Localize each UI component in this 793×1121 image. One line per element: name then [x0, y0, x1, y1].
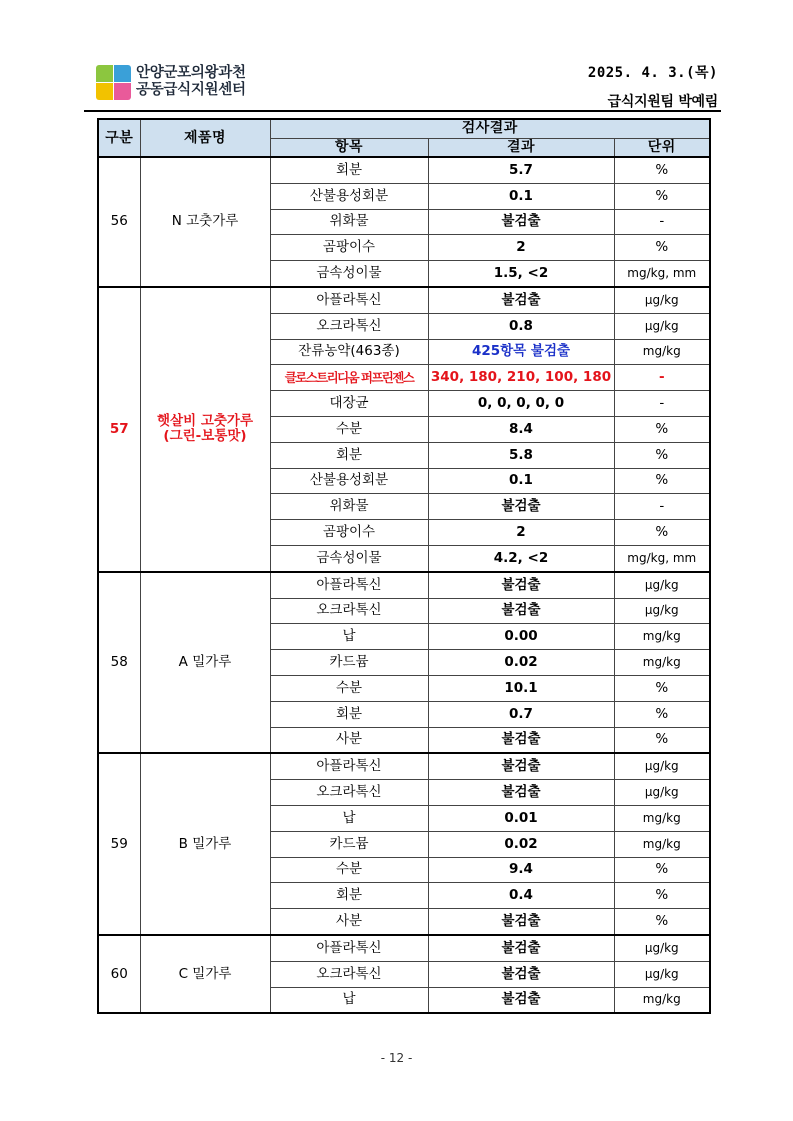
item-cell: 위화물 — [270, 494, 428, 520]
unit-cell: μg/kg — [614, 935, 710, 961]
result-cell: 5.8 — [428, 442, 614, 468]
item-cell: 사분 — [270, 909, 428, 935]
unit-cell: % — [614, 235, 710, 261]
item-cell: 회분 — [270, 883, 428, 909]
unit-cell: μg/kg — [614, 313, 710, 339]
unit-cell: μg/kg — [614, 287, 710, 313]
result-cell: 불검출 — [428, 909, 614, 935]
product-name: B 밀가루 — [140, 753, 270, 935]
item-cell: 오크라톡신 — [270, 780, 428, 806]
product-subname: (그린-보통맛) — [163, 428, 247, 445]
item-cell: 클로스트리디움 퍼프린젠스 — [270, 365, 428, 391]
unit-cell: mg/kg — [614, 339, 710, 365]
page-number: - 12 - — [380, 1051, 413, 1065]
unit-cell: % — [614, 468, 710, 494]
unit-cell: mg/kg, mm — [614, 261, 710, 287]
group-number: 59 — [98, 753, 140, 935]
result-cell: 0.01 — [428, 805, 614, 831]
result-cell: 0.00 — [428, 624, 614, 650]
result-cell: 불검출 — [428, 727, 614, 753]
result-cell: 2 — [428, 520, 614, 546]
result-cell: 0.02 — [428, 831, 614, 857]
result-cell: 0, 0, 0, 0, 0 — [428, 391, 614, 417]
table-row — [98, 935, 710, 961]
result-cell: 불검출 — [428, 753, 614, 779]
unit-cell: - — [614, 365, 710, 391]
header-unit: 단위 — [614, 138, 710, 157]
result-cell: 0.8 — [428, 313, 614, 339]
unit-cell: % — [614, 416, 710, 442]
item-cell: 아플라톡신 — [270, 572, 428, 598]
unit-cell: μg/kg — [614, 961, 710, 987]
result-cell: 0.1 — [428, 468, 614, 494]
header-divider — [84, 110, 721, 112]
product-name-line: 햇살비 고춧가루 — [157, 413, 253, 430]
item-cell: 대장균 — [270, 391, 428, 417]
product-name: N 고춧가루 — [140, 157, 270, 287]
result-cell: 불검출 — [428, 572, 614, 598]
result-cell: 불검출 — [428, 961, 614, 987]
item-cell: 아플라톡신 — [270, 753, 428, 779]
product-name — [140, 287, 270, 572]
item-cell: 수분 — [270, 416, 428, 442]
group-number: 56 — [98, 157, 140, 287]
document-author: 급식지원팀 박예림 — [607, 94, 718, 110]
result-cell: 불검출 — [428, 209, 614, 235]
logo-line-1: 안양군포의왕과천 — [136, 65, 246, 81]
header-results-group: 검사결과 — [270, 119, 710, 138]
document-date: 2025. 4. 3.(목) — [587, 65, 718, 81]
item-cell: 오크라톡신 — [270, 313, 428, 339]
result-cell: 0.4 — [428, 883, 614, 909]
item-cell: 카드뮴 — [270, 650, 428, 676]
table-row — [98, 572, 710, 598]
item-cell: 산불용성회분 — [270, 183, 428, 209]
unit-cell: % — [614, 857, 710, 883]
result-cell: 2 — [428, 235, 614, 261]
logo-mark-icon — [96, 65, 132, 101]
result-cell: 불검출 — [428, 494, 614, 520]
result-cell: 0.02 — [428, 650, 614, 676]
unit-cell: mg/kg — [614, 987, 710, 1013]
logo-line-2: 공동급식지원센터 — [136, 82, 246, 98]
result-cell: 5.7 — [428, 157, 614, 183]
unit-cell: mg/kg — [614, 624, 710, 650]
unit-cell: μg/kg — [614, 753, 710, 779]
item-cell: 회분 — [270, 442, 428, 468]
result-cell: 불검출 — [428, 598, 614, 624]
item-cell: 잔류농약(463종) — [270, 339, 428, 365]
result-cell: 불검출 — [428, 935, 614, 961]
unit-cell: % — [614, 183, 710, 209]
table-row — [98, 287, 710, 313]
unit-cell: - — [614, 494, 710, 520]
item-cell: 금속성이물 — [270, 545, 428, 571]
header-result: 결과 — [428, 138, 614, 157]
unit-cell: % — [614, 909, 710, 935]
item-cell: 회분 — [270, 157, 428, 183]
item-cell: 곰팡이수 — [270, 235, 428, 261]
result-cell: 4.2, <2 — [428, 545, 614, 571]
group-number: 57 — [98, 287, 140, 572]
unit-cell: % — [614, 520, 710, 546]
unit-cell: mg/kg — [614, 805, 710, 831]
item-cell: 납 — [270, 987, 428, 1013]
item-cell: 위화물 — [270, 209, 428, 235]
unit-cell: μg/kg — [614, 780, 710, 806]
result-cell: 425항목 불검출 — [428, 339, 614, 365]
item-cell: 납 — [270, 624, 428, 650]
table-row — [98, 753, 710, 779]
unit-cell: % — [614, 883, 710, 909]
group-number: 58 — [98, 572, 140, 754]
item-cell: 수분 — [270, 675, 428, 701]
unit-cell: % — [614, 727, 710, 753]
item-cell: 회분 — [270, 701, 428, 727]
unit-cell: % — [614, 701, 710, 727]
unit-cell: - — [614, 209, 710, 235]
result-cell: 1.5, <2 — [428, 261, 614, 287]
item-cell: 금속성이물 — [270, 261, 428, 287]
unit-cell: % — [614, 442, 710, 468]
inspection-results-table — [97, 118, 711, 1014]
center-logo — [96, 65, 266, 105]
result-cell: 0.1 — [428, 183, 614, 209]
product-name: A 밀가루 — [140, 572, 270, 754]
result-cell: 불검출 — [428, 287, 614, 313]
item-cell: 산불용성회분 — [270, 468, 428, 494]
document-header-info — [588, 62, 718, 111]
result-cell: 340, 180, 210, 100, 180 — [428, 365, 614, 391]
table-row — [98, 157, 710, 183]
item-cell: 아플라톡신 — [270, 287, 428, 313]
result-cell: 0.7 — [428, 701, 614, 727]
unit-cell: mg/kg — [614, 650, 710, 676]
item-cell: 오크라톡신 — [270, 961, 428, 987]
item-cell: 오크라톡신 — [270, 598, 428, 624]
item-cell: 사분 — [270, 727, 428, 753]
unit-cell: mg/kg, mm — [614, 545, 710, 571]
logo-text — [136, 65, 246, 99]
unit-cell: μg/kg — [614, 598, 710, 624]
unit-cell: % — [614, 675, 710, 701]
result-cell: 9.4 — [428, 857, 614, 883]
product-name: C 밀가루 — [140, 935, 270, 1013]
result-cell: 불검출 — [428, 780, 614, 806]
group-number: 60 — [98, 935, 140, 1013]
item-cell: 곰팡이수 — [270, 520, 428, 546]
unit-cell: mg/kg — [614, 831, 710, 857]
item-cell: 납 — [270, 805, 428, 831]
result-cell: 불검출 — [428, 987, 614, 1013]
header-no: 구분 — [98, 119, 140, 157]
unit-cell: % — [614, 157, 710, 183]
header-product: 제품명 — [140, 119, 270, 157]
unit-cell: μg/kg — [614, 572, 710, 598]
item-cell: 수분 — [270, 857, 428, 883]
result-cell: 8.4 — [428, 416, 614, 442]
item-cell: 카드뮴 — [270, 831, 428, 857]
header-item: 항목 — [270, 138, 428, 157]
result-cell: 10.1 — [428, 675, 614, 701]
unit-cell: - — [614, 391, 710, 417]
item-cell: 아플라톡신 — [270, 935, 428, 961]
